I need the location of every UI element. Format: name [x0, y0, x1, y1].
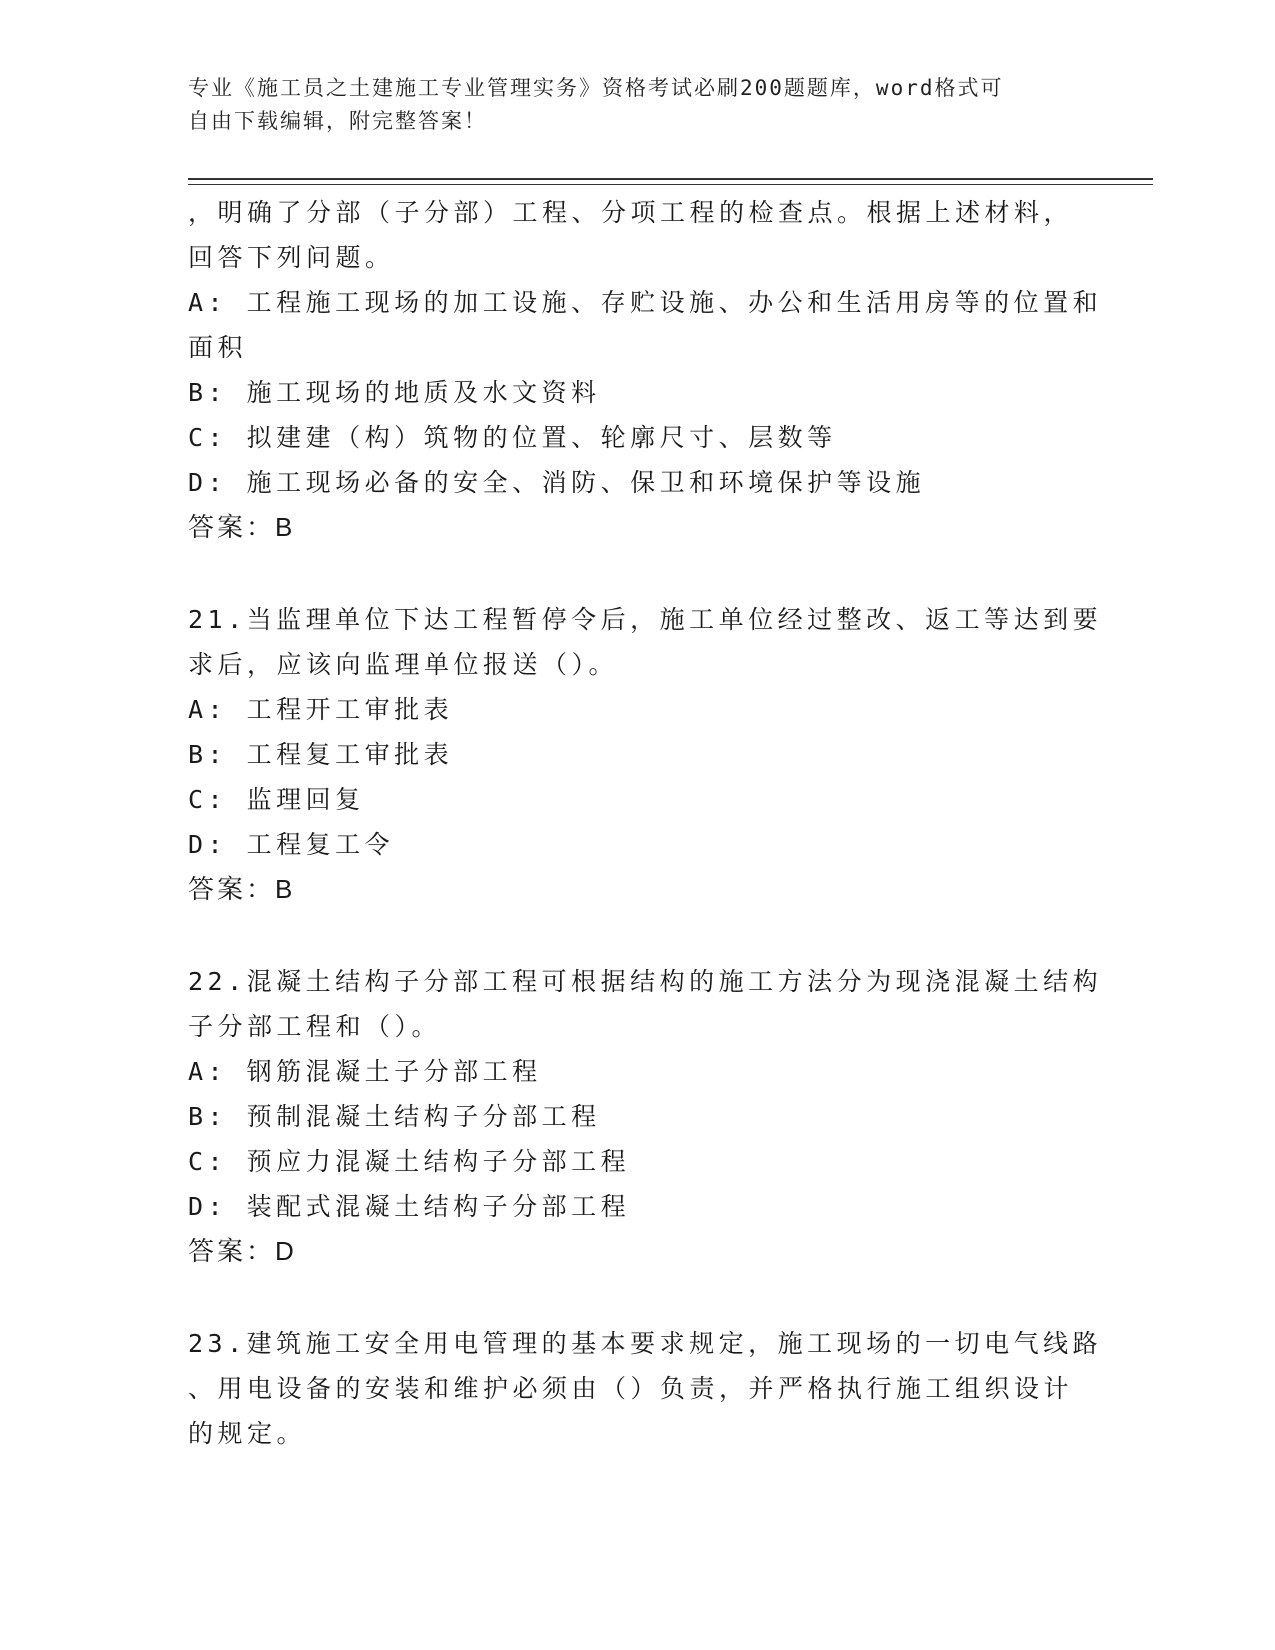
question-text: 22.混凝土结构子分部工程可根据结构的施工方法分为现浇混凝土结构	[188, 967, 1103, 996]
header-divider-thin	[188, 184, 1153, 185]
option-d: D: 装配式混凝土结构子分部工程	[188, 1192, 631, 1221]
answer-label: 答案：B	[188, 874, 296, 904]
question-block-23	[188, 1321, 1103, 1456]
option-c: C: 监理回复	[188, 785, 365, 814]
question-text: 23.建筑施工安全用电管理的基本要求规定，施工现场的一切电气线路	[188, 1329, 1103, 1358]
header-line-1: 专业《施工员之土建施工专业管理实务》资格考试必刷200题题库，word格式可	[188, 76, 1004, 100]
question-block-20	[188, 190, 1103, 550]
question-block-22	[188, 959, 1103, 1274]
answer-label: 答案：D	[188, 1236, 297, 1266]
answer-label: 答案：B	[188, 512, 296, 542]
document-body	[188, 190, 1103, 1456]
option-d: D: 施工现场必备的安全、消防、保卫和环境保护等设施	[188, 468, 926, 497]
question-text: 回答下列问题。	[188, 243, 395, 272]
header-divider-thick	[188, 178, 1153, 180]
option-d: D: 工程复工令	[188, 830, 395, 859]
question-text: 的规定。	[188, 1419, 307, 1448]
question-text: ，明确了分部（子分部）工程、分项工程的检查点。根据上述材料，	[188, 198, 1074, 227]
option-a-continued: 面积	[188, 333, 248, 362]
option-c: C: 拟建建（构）筑物的位置、轮廓尺寸、层数等	[188, 423, 837, 452]
question-block-21	[188, 597, 1103, 912]
option-a: A: 工程施工现场的加工设施、存贮设施、办公和生活用房等的位置和	[188, 288, 1103, 317]
question-text: 子分部工程和（）。	[188, 1012, 442, 1041]
header-line-2: 自由下载编辑，附完整答案！	[188, 109, 487, 133]
question-text: 、用电设备的安装和维护必须由（）负责，并严格执行施工组织设计	[188, 1374, 1074, 1403]
question-text: 21.当监理单位下达工程暂停令后，施工单位经过整改、返工等达到要	[188, 605, 1103, 634]
option-b: B: 工程复工审批表	[188, 740, 454, 769]
option-b: B: 施工现场的地质及水文资料	[188, 378, 601, 407]
option-a: A: 钢筋混凝土子分部工程	[188, 1057, 542, 1086]
option-a: A: 工程开工审批表	[188, 695, 454, 724]
option-c: C: 预应力混凝土结构子分部工程	[188, 1147, 631, 1176]
option-b: B: 预制混凝土结构子分部工程	[188, 1102, 601, 1131]
question-text: 求后，应该向监理单位报送（）。	[188, 650, 619, 679]
document-header	[188, 72, 1088, 138]
